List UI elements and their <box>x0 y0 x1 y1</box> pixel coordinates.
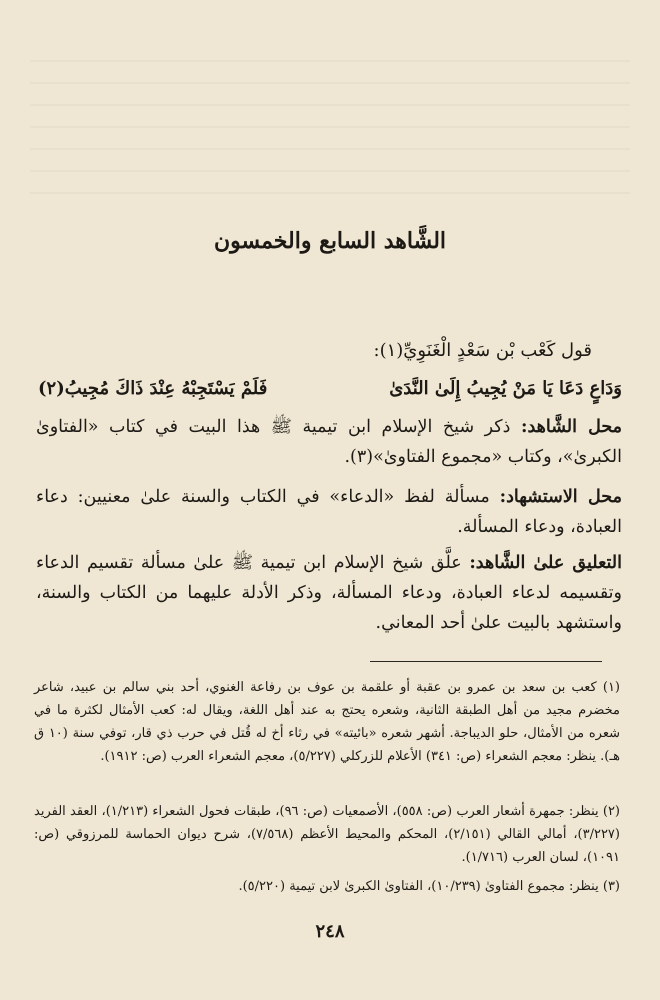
verse-first-hemistich: وَدَاعٍ دَعَا يَا مَنْ يُجِيبُ إِلَىٰ النَّدَىٰ <box>389 378 622 399</box>
section-text: مسألة لفظ «الدعاء» في الكتاب والسنة علىٰ معنيين: دعاء العبادة، ودعاء المسألة. <box>36 487 622 537</box>
section-label: محل الاستشهاد: <box>499 487 622 507</box>
footnote-2: (٢) ينظر: جمهرة أشعار العرب (ص: ٥٥٨)، الأصمعيات (ص: ٩٦)، طبقات فحول الشعراء (١/٢١٣)، العقد الفريد (٣/٢٢٧)، أمالي القالي (٢/١٥١)، المحكم والمحيط الأعظم (٧/٥٦٨)، شرح ديوان الحماسة للمرزوقي (ص: ١٠٩١)، لسان العرب (١/٧١٦). <box>34 804 620 865</box>
section-text: علَّق شيخ الإسلام ابن تيمية ﷺ علىٰ مسألة تقسيم الدعاء وتقسيمه لدعاء العبادة، ودعاء المسألة، وذكر الأدلة عليهما من الكتاب والسنة، واستشهد بالبيت علىٰ أحد المعاني. <box>36 553 622 633</box>
section-shahid-location <box>36 412 622 472</box>
verse-second-hemistich: فَلَمْ يَسْتَجِبْهُ عِنْدَ ذَاكَ مُجِيبُ(٢) <box>38 378 268 399</box>
footnote-3: (٣) ينظر: مجموع الفتاوىٰ (١٠/٢٣٩)، الفتاوىٰ الكبرىٰ لابن تيمية (٥/٢٢٠). <box>238 879 620 894</box>
section-text: ذكر شيخ الإسلام ابن تيمية ﷺ هذا البيت في كتاب «الفتاوىٰ الكبرىٰ»، وكتاب «مجموع الفتاوىٰ»(٣). <box>36 417 622 467</box>
bleed-through-text <box>30 60 630 210</box>
footnote-1: (١) كعب بن سعد بن عمرو بن عقبة أو علقمة بن عوف بن رفاعة الغنوي، أحد بني سالم بن عبيد، شاعر مخضرم مجيد من أهل الطبقة الثانية، وشعره يحتج به عند أهل اللغة، ويقال له: كعب الأمثال لكثرة ما في شعره من الأمثال، حلو الديباجة. أشهر شعره «بائيته» في رثاء أخ له قُتل في حرب ذي قار، توفي سنة (١٠ ق هـ). ينظر: معجم الشعراء (ص: ٣٤١) الأعلام للزركلي (٥/٢٢٧)، معجم الشعراء العرب (ص: ١٩١٢). <box>34 680 621 764</box>
section-commentary <box>36 548 622 638</box>
section-istishhad <box>36 482 622 542</box>
poem-intro: قول كَعْب بْن سَعْدٍ الْغَنَوِيِّ(١): <box>373 340 592 361</box>
page-number: ٢٤٨ <box>315 921 345 942</box>
footnote-divider <box>370 661 602 662</box>
section-label: التعليق علىٰ الشَّاهد: <box>469 553 622 573</box>
section-label: محل الشَّاهد: <box>520 417 622 437</box>
page-title: الشَّاهد السابع والخمسون <box>213 228 447 254</box>
